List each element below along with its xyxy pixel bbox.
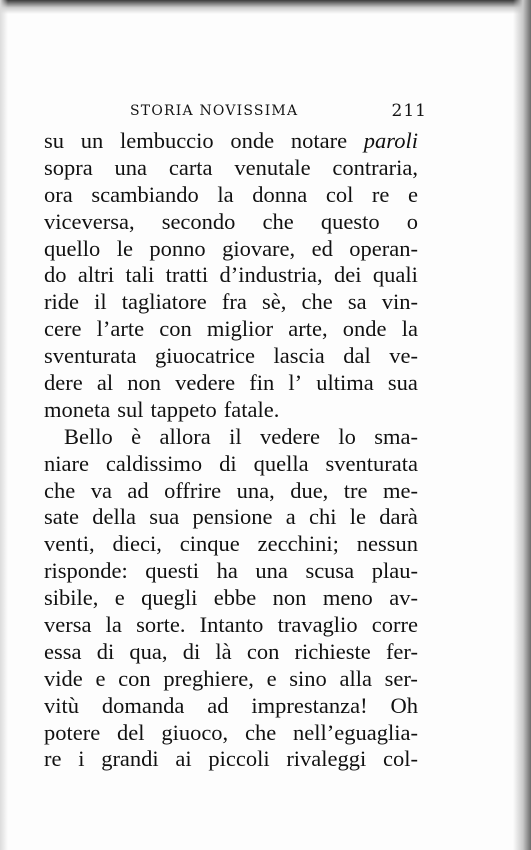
word: lembuccio (119, 128, 214, 153)
word: del (117, 719, 145, 745)
word: sibile, (44, 585, 99, 611)
word: sè, (261, 289, 287, 315)
word: questo (320, 208, 380, 234)
word: sventurata (325, 450, 418, 476)
word: meno (322, 585, 373, 611)
word: Intanto (199, 612, 264, 638)
word: ora (44, 181, 73, 207)
scan-shadow-left (0, 0, 8, 850)
word: con (159, 316, 192, 342)
word: secondo (161, 208, 236, 234)
word: tali (125, 262, 155, 288)
word: onde (342, 316, 387, 342)
word: e (95, 665, 106, 691)
page-number: 211 (391, 101, 427, 121)
word: richieste (294, 638, 371, 664)
word: lo (338, 423, 356, 449)
text-line (44, 720, 418, 747)
word: travaglio (277, 612, 358, 638)
word: quegli (141, 585, 198, 611)
word: fra (221, 289, 247, 315)
word: l’arte (96, 316, 145, 342)
word: con (118, 665, 151, 691)
text-line (44, 639, 418, 666)
word: vedere (175, 370, 236, 396)
word: carta (168, 154, 213, 180)
word: notare (290, 128, 348, 153)
word: plau- (371, 558, 418, 584)
word: questi (145, 558, 200, 584)
word: sorte. (136, 612, 186, 638)
word: di (96, 638, 115, 664)
word: nessun (356, 531, 418, 557)
word: offrire (164, 477, 222, 503)
word: e (408, 181, 418, 207)
word: le (349, 504, 366, 530)
word: venti, (44, 531, 95, 557)
word: Bello (64, 423, 113, 449)
word: giuoco, (161, 719, 229, 745)
word: caldissimo (105, 450, 203, 476)
word: ha (216, 558, 238, 584)
word: ride (44, 289, 79, 315)
word: sate (44, 504, 79, 530)
word: o (406, 208, 418, 234)
text-line (44, 424, 418, 451)
word: ai (175, 746, 192, 772)
word: di (219, 450, 237, 476)
word: e (114, 585, 125, 611)
word: moneta (44, 396, 111, 422)
word: piccoli (208, 746, 270, 772)
word: scambiando (91, 181, 199, 207)
word: pensione (192, 504, 273, 530)
word: ve- (389, 343, 418, 369)
text-line (44, 504, 418, 531)
word: venutale (234, 154, 311, 180)
word: là (215, 638, 232, 664)
running-title: STORIA NOVISSIMA (130, 103, 299, 119)
word: tappeto (150, 396, 217, 422)
word: cere (44, 316, 82, 342)
word: fatale. (223, 396, 280, 422)
text-line (44, 236, 418, 263)
text-line (44, 397, 418, 424)
word: dei (334, 262, 362, 288)
word: su (44, 128, 65, 153)
word: non (272, 585, 307, 611)
word: una, (236, 477, 275, 503)
word: giovare, (222, 235, 296, 261)
word: av- (389, 585, 418, 611)
word: vedere (259, 423, 320, 449)
text-line (44, 343, 418, 370)
word: ser- (384, 665, 418, 691)
word: ultima (316, 370, 374, 396)
word: sul (117, 396, 144, 422)
word: grandi (101, 746, 159, 772)
word: paroli (363, 128, 418, 153)
word: fin (249, 370, 275, 396)
word: tre (343, 477, 368, 503)
word: rivaleggi (286, 746, 367, 772)
word: un (80, 128, 104, 153)
word: operan- (349, 235, 418, 261)
text-line (44, 370, 418, 397)
word: vin- (381, 289, 418, 315)
body-text (44, 128, 418, 773)
word: ad (207, 692, 229, 718)
word: dere (44, 370, 83, 396)
scan-shadow-top (0, 0, 531, 14)
word: contraria, (332, 154, 418, 180)
word: lascia (273, 343, 325, 369)
word: scusa (305, 558, 355, 584)
word: sua (387, 370, 418, 396)
word: il (229, 423, 242, 449)
word: al (96, 370, 114, 396)
word: la (401, 316, 418, 342)
word: col- (383, 746, 418, 772)
word: è (131, 423, 142, 449)
word: tagliatore (121, 289, 207, 315)
word: col (325, 181, 354, 207)
word: quali (372, 262, 418, 288)
text-line (44, 585, 418, 612)
word: corre (371, 612, 418, 638)
word: giuocatrice (155, 343, 255, 369)
word: ebbe (213, 585, 257, 611)
text-line (44, 666, 418, 693)
word: vitù (44, 692, 80, 718)
word: qua, (129, 638, 168, 664)
text-line (44, 451, 418, 478)
word: donna (252, 181, 308, 207)
word: una (255, 558, 288, 584)
word: cinque (179, 531, 240, 557)
word: non (127, 370, 161, 396)
text-line (44, 262, 418, 289)
word: che (244, 719, 277, 745)
word: l’ (288, 370, 303, 396)
text-line (44, 209, 418, 236)
word: domanda (101, 692, 185, 718)
word: allora (159, 423, 211, 449)
scan-shadow-right (513, 0, 531, 850)
word: alla (339, 665, 372, 691)
word: che (301, 289, 333, 315)
word: i (78, 746, 85, 772)
word: ponno (149, 235, 206, 261)
text-line (44, 478, 418, 505)
word: due, (290, 477, 329, 503)
word: re (371, 181, 390, 207)
word: e (266, 665, 277, 691)
word: la (217, 181, 234, 207)
word: darà (379, 504, 418, 530)
word: con (246, 638, 280, 664)
word: la (105, 612, 122, 638)
text-line (44, 155, 418, 182)
word: di (182, 638, 201, 664)
word: tratti (165, 262, 209, 288)
word: me- (382, 477, 418, 503)
text-line (44, 531, 418, 558)
text-line (44, 612, 418, 639)
text-line (44, 316, 418, 343)
word: sa (347, 289, 367, 315)
word: quello (44, 235, 101, 261)
word: le (116, 235, 133, 261)
word: risponde: (44, 558, 128, 584)
word: sua (149, 504, 180, 530)
word: d’industria, (219, 262, 323, 288)
word: Oh (390, 692, 418, 718)
word: nell’eguaglia- (293, 719, 418, 745)
word: vide (44, 665, 83, 691)
word: va (90, 477, 112, 503)
word: della (92, 504, 136, 530)
word: niare (44, 450, 89, 476)
word: arte, (288, 316, 328, 342)
word: potere (44, 719, 101, 745)
word: sino (289, 665, 327, 691)
word: una (114, 154, 148, 180)
word: altri (77, 262, 115, 288)
word: ed (311, 235, 333, 261)
word: onde (230, 128, 275, 153)
word: re (44, 746, 62, 772)
word: che (44, 477, 76, 503)
word: imprestanza! (251, 692, 368, 718)
text-line (44, 128, 418, 155)
word: chi (308, 504, 337, 530)
word: dieci, (112, 531, 162, 557)
word: quella (253, 450, 309, 476)
word: a (285, 504, 296, 530)
running-head (130, 103, 427, 123)
word: preghiere, (163, 665, 254, 691)
word: zecchini; (257, 531, 339, 557)
text-line (44, 693, 418, 720)
word: essa (44, 638, 82, 664)
word: miglior (206, 316, 274, 342)
word: dal (343, 343, 371, 369)
text-line (44, 182, 418, 209)
word: il (94, 289, 107, 315)
word: viceversa, (44, 208, 135, 234)
word: sopra (44, 154, 93, 180)
word: versa (44, 612, 92, 638)
word: sma- (374, 423, 418, 449)
text-line (44, 558, 418, 585)
word: fer- (385, 638, 418, 664)
text-line (44, 289, 418, 316)
word: do (44, 262, 67, 288)
text-line (44, 746, 418, 773)
word: sventurata (44, 343, 137, 369)
word: ad (127, 477, 149, 503)
word: che (262, 208, 294, 234)
